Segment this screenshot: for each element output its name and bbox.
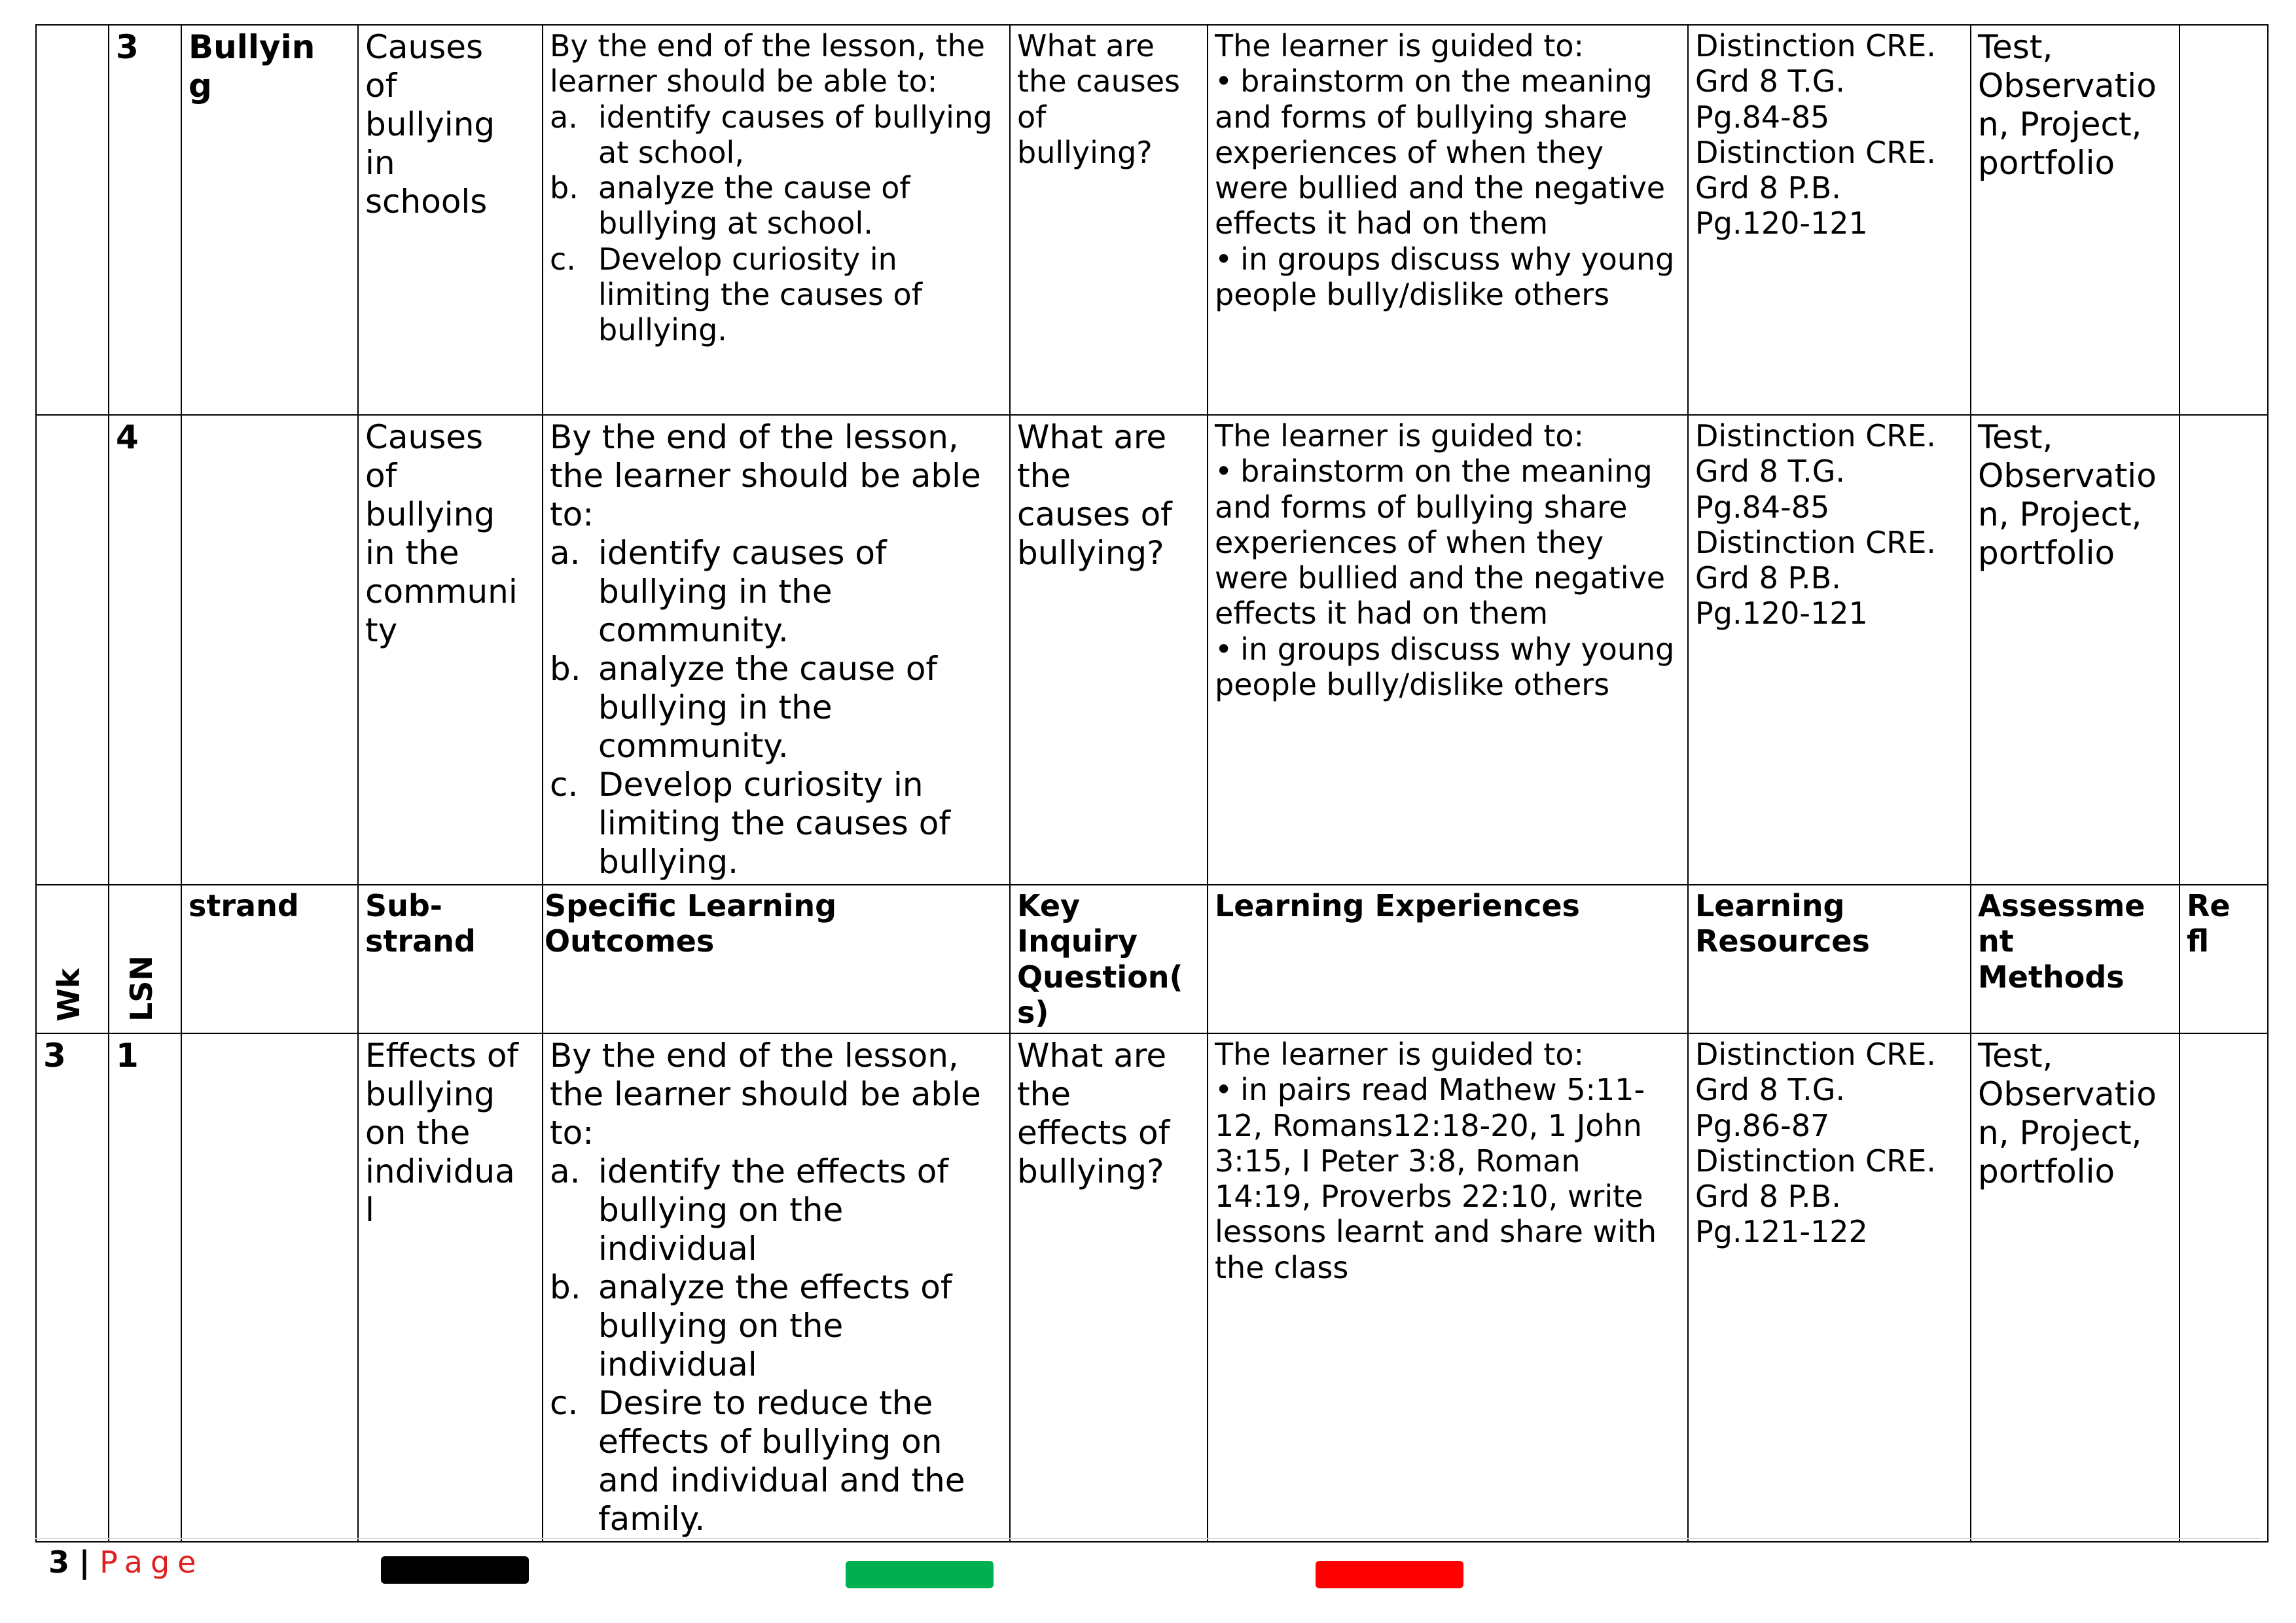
assessment-line: Test, <box>1978 418 2053 456</box>
outcomes-intro: By the end of the lesson, the learner should be able to: <box>550 1037 981 1152</box>
outcome-item <box>550 766 1004 882</box>
outcomes-list <box>550 99 1004 348</box>
header-line: Methods <box>1978 959 2125 995</box>
resource-line: Distinction CRE. <box>1695 134 1936 170</box>
header-line: strand <box>365 923 476 959</box>
assessment-line: portfolio <box>1978 144 2115 182</box>
sub-strand-line: of <box>365 457 397 495</box>
outcome-marker: a. <box>550 99 578 135</box>
header-resources <box>1688 885 1971 1033</box>
resource-line: Grd 8 P.B. <box>1695 170 1841 206</box>
assessment-cell <box>1971 25 2179 415</box>
resource-line: Distinction CRE. <box>1695 1143 1936 1179</box>
sub-strand-cell <box>358 415 543 885</box>
learning-experiences-cell <box>1208 25 1688 415</box>
sub-strand-cell <box>358 1033 543 1542</box>
header-line: s) <box>1017 994 1049 1030</box>
outcomes-intro: By the end of the lesson, the learner should be able to: <box>550 28 985 99</box>
outcomes-list <box>550 534 1004 882</box>
outcome-text: analyze the cause of bullying in the community. <box>598 650 938 765</box>
sub-strand-line: schools <box>365 183 488 221</box>
kiq-line: bullying? <box>1017 134 1153 170</box>
assessment-line: Observatio <box>1978 457 2157 495</box>
resource-line: Pg.120-121 <box>1695 596 1868 632</box>
key-inquiry-cell <box>1010 415 1208 885</box>
assessment-line: Observatio <box>1978 67 2157 105</box>
experiences-intro: The learner is guided to: <box>1215 1037 1585 1073</box>
lesson-row <box>36 415 2268 885</box>
sub-strand-line: of <box>365 67 397 105</box>
page-label: Page <box>99 1544 204 1580</box>
scheme-of-work-table <box>35 24 2269 1543</box>
outcome-text: Desire to reduce the effects of bullying on and individual and the family. <box>598 1384 965 1539</box>
outcome-marker: a. <box>550 534 581 572</box>
sub-strand-line: bullying <box>365 1075 495 1114</box>
kiq-line: the causes <box>1017 63 1180 99</box>
sub-strand-line: in <box>365 144 395 182</box>
outcome-text: analyze the cause of bullying at school. <box>598 170 910 241</box>
assessment-line: n, Project, <box>1978 1114 2142 1152</box>
kiq-line: bullying? <box>1017 534 1164 572</box>
red-color-bar <box>1316 1561 1463 1588</box>
strand-line: Bullyin <box>188 28 315 66</box>
outcome-marker: c. <box>550 241 576 277</box>
experience-item: • in pairs read Mathew 5:11-12, Romans12:18-20, 1 John 3:15, I Peter 3:8, Roman 14:19, Proverbs 22:10, write lessons learnt and share with the class <box>1215 1072 1682 1285</box>
sub-strand-line: ty <box>365 611 398 649</box>
lesson-number: 3 <box>109 25 181 415</box>
header-line: Re <box>2187 888 2231 923</box>
learning-experiences-cell <box>1208 415 1688 885</box>
outcome-marker: c. <box>550 766 579 804</box>
assessment-cell <box>1971 415 2179 885</box>
header-line: Sub- <box>365 888 442 923</box>
outcome-text: Develop curiosity in limiting the causes of bullying. <box>598 766 950 881</box>
footer-separator: | <box>79 1544 90 1580</box>
outcome-item <box>550 241 1004 348</box>
kiq-line: of <box>1017 99 1047 135</box>
black-color-bar <box>381 1556 529 1584</box>
header-key-inquiry <box>1010 885 1208 1033</box>
header-lesson-text: LSN <box>124 955 159 1022</box>
outcome-item <box>550 1152 1004 1268</box>
learning-resources-cell <box>1688 1033 1971 1542</box>
header-assessment <box>1971 885 2179 1033</box>
assessment-line: Test, <box>1978 28 2053 66</box>
learning-resources-cell <box>1688 415 1971 885</box>
learning-experiences-cell <box>1208 1033 1688 1542</box>
header-lesson <box>109 885 181 1033</box>
green-color-bar <box>846 1561 994 1588</box>
assessment-line: n, Project, <box>1978 105 2142 143</box>
experience-item: • brainstorm on the meaning and forms of bullying share experiences of when they were bullied and the negative effects it had on them <box>1215 454 1682 631</box>
strand-cell <box>181 415 358 885</box>
learning-resources-cell <box>1688 25 1971 415</box>
kiq-line: What are <box>1017 28 1155 63</box>
header-line: Resources <box>1695 923 1870 959</box>
strand-cell <box>181 1033 358 1542</box>
resource-line: Grd 8 P.B. <box>1695 560 1841 596</box>
key-inquiry-cell <box>1010 25 1208 415</box>
sub-strand-line: on the <box>365 1114 471 1152</box>
assessment-line: Test, <box>1978 1037 2053 1075</box>
outcome-item <box>550 650 1004 766</box>
sub-strand-line: individua <box>365 1152 515 1191</box>
resource-line: Distinction CRE. <box>1695 28 1936 63</box>
outcome-item <box>550 1384 1004 1539</box>
resource-line: Grd 8 T.G. <box>1695 1072 1845 1108</box>
reflection-cell <box>2179 1033 2268 1542</box>
header-line: fl <box>2187 923 2210 959</box>
header-line: Specific Learning <box>545 888 837 923</box>
header-week <box>36 885 109 1033</box>
experiences-intro: The learner is guided to: <box>1215 418 1585 454</box>
sub-strand-line: bullying <box>365 105 495 143</box>
outcome-text: identify causes of bullying in the community. <box>598 534 887 649</box>
strand-line: g <box>188 67 212 105</box>
sub-strand-line: bullying <box>365 495 495 533</box>
sub-strand-line: in the <box>365 534 459 572</box>
outcome-marker: b. <box>550 1268 581 1307</box>
header-outcomes <box>543 885 1010 1033</box>
sub-strand-line: Causes <box>365 28 484 66</box>
header-experiences: Learning Experiences <box>1208 885 1688 1033</box>
lesson-number: 4 <box>109 415 181 885</box>
resource-line: Grd 8 T.G. <box>1695 63 1845 99</box>
experiences-intro: The learner is guided to: <box>1215 28 1585 63</box>
assessment-line: Observatio <box>1978 1075 2157 1114</box>
sub-strand-line: Effects of <box>365 1037 519 1075</box>
outcome-item <box>550 534 1004 650</box>
outcome-marker: c. <box>550 1384 579 1423</box>
outcome-text: Develop curiosity in limiting the causes of bullying. <box>598 241 922 348</box>
sub-strand-line: Causes <box>365 418 484 456</box>
outcome-item <box>550 1268 1004 1384</box>
week-cell <box>36 415 109 885</box>
resource-line: Distinction CRE. <box>1695 1037 1936 1073</box>
sub-strand-line: communi <box>365 573 518 611</box>
learning-outcomes-cell <box>543 25 1010 415</box>
kiq-line: causes of <box>1017 495 1172 533</box>
header-line: Key <box>1017 888 1081 923</box>
lesson-row <box>36 1033 2268 1542</box>
outcome-item <box>550 170 1004 241</box>
resource-line: Grd 8 P.B. <box>1695 1179 1841 1215</box>
header-line: Assessme <box>1978 888 2145 923</box>
kiq-line: What are <box>1017 418 1167 456</box>
outcomes-list <box>550 1152 1004 1539</box>
outcome-text: identify the effects of bullying on the individual <box>598 1152 948 1268</box>
outcomes-intro: By the end of the lesson, the learner should be able to: <box>550 418 981 533</box>
header-line: Question( <box>1017 959 1183 995</box>
outcome-item <box>550 99 1004 171</box>
page-number: 3 <box>48 1544 70 1580</box>
week-cell: 3 <box>36 1033 109 1542</box>
header-line: Learning <box>1695 888 1845 923</box>
week-cell <box>36 25 109 415</box>
kiq-line: bullying? <box>1017 1152 1164 1191</box>
kiq-line: effects of <box>1017 1114 1170 1152</box>
table-header-row <box>36 885 2268 1033</box>
kiq-line: the <box>1017 457 1071 495</box>
header-line: Outcomes <box>545 923 715 959</box>
resource-line: Distinction CRE. <box>1695 524 1936 560</box>
assessment-cell <box>1971 1033 2179 1542</box>
key-inquiry-cell <box>1010 1033 1208 1542</box>
outcome-marker: b. <box>550 170 579 206</box>
header-strand: strand <box>181 885 358 1033</box>
outcome-text: analyze the effects of bullying on the individual <box>598 1268 952 1384</box>
header-line: nt <box>1978 923 2014 959</box>
resource-line: Distinction CRE. <box>1695 418 1936 454</box>
lesson-row <box>36 25 2268 415</box>
outcome-text: identify causes of bullying at school, <box>598 99 993 170</box>
learning-outcomes-cell <box>543 415 1010 885</box>
resource-line: Pg.84-85 <box>1695 489 1830 525</box>
header-sub-strand <box>358 885 543 1033</box>
footer-divider <box>35 1538 2261 1539</box>
strand-cell <box>181 25 358 415</box>
outcome-marker: b. <box>550 650 581 688</box>
lesson-number: 1 <box>109 1033 181 1542</box>
reflection-cell <box>2179 415 2268 885</box>
sub-strand-cell <box>358 25 543 415</box>
header-line: Inquiry <box>1017 923 1138 959</box>
assessment-line: portfolio <box>1978 1152 2115 1191</box>
resource-line: Pg.121-122 <box>1695 1214 1868 1250</box>
kiq-line: the <box>1017 1075 1071 1114</box>
assessment-line: portfolio <box>1978 534 2115 572</box>
outcome-marker: a. <box>550 1152 581 1191</box>
experience-item: • brainstorm on the meaning and forms of bullying share experiences of when they were bullied and the negative effects it had on them <box>1215 63 1682 241</box>
experience-item: • in groups discuss why young people bully/dislike others <box>1215 632 1682 703</box>
resource-line: Pg.86-87 <box>1695 1107 1830 1143</box>
experience-item: • in groups discuss why young people bully/dislike others <box>1215 241 1682 313</box>
header-week-text: Wk <box>51 968 86 1022</box>
learning-outcomes-cell <box>543 1033 1010 1542</box>
resource-line: Pg.120-121 <box>1695 205 1868 241</box>
reflection-cell <box>2179 25 2268 415</box>
kiq-line: What are <box>1017 1037 1167 1075</box>
header-reflection <box>2179 885 2268 1033</box>
page-footer <box>48 1544 204 1580</box>
resource-line: Grd 8 T.G. <box>1695 454 1845 490</box>
resource-line: Pg.84-85 <box>1695 99 1830 135</box>
sub-strand-line: l <box>365 1191 374 1230</box>
assessment-line: n, Project, <box>1978 495 2142 533</box>
